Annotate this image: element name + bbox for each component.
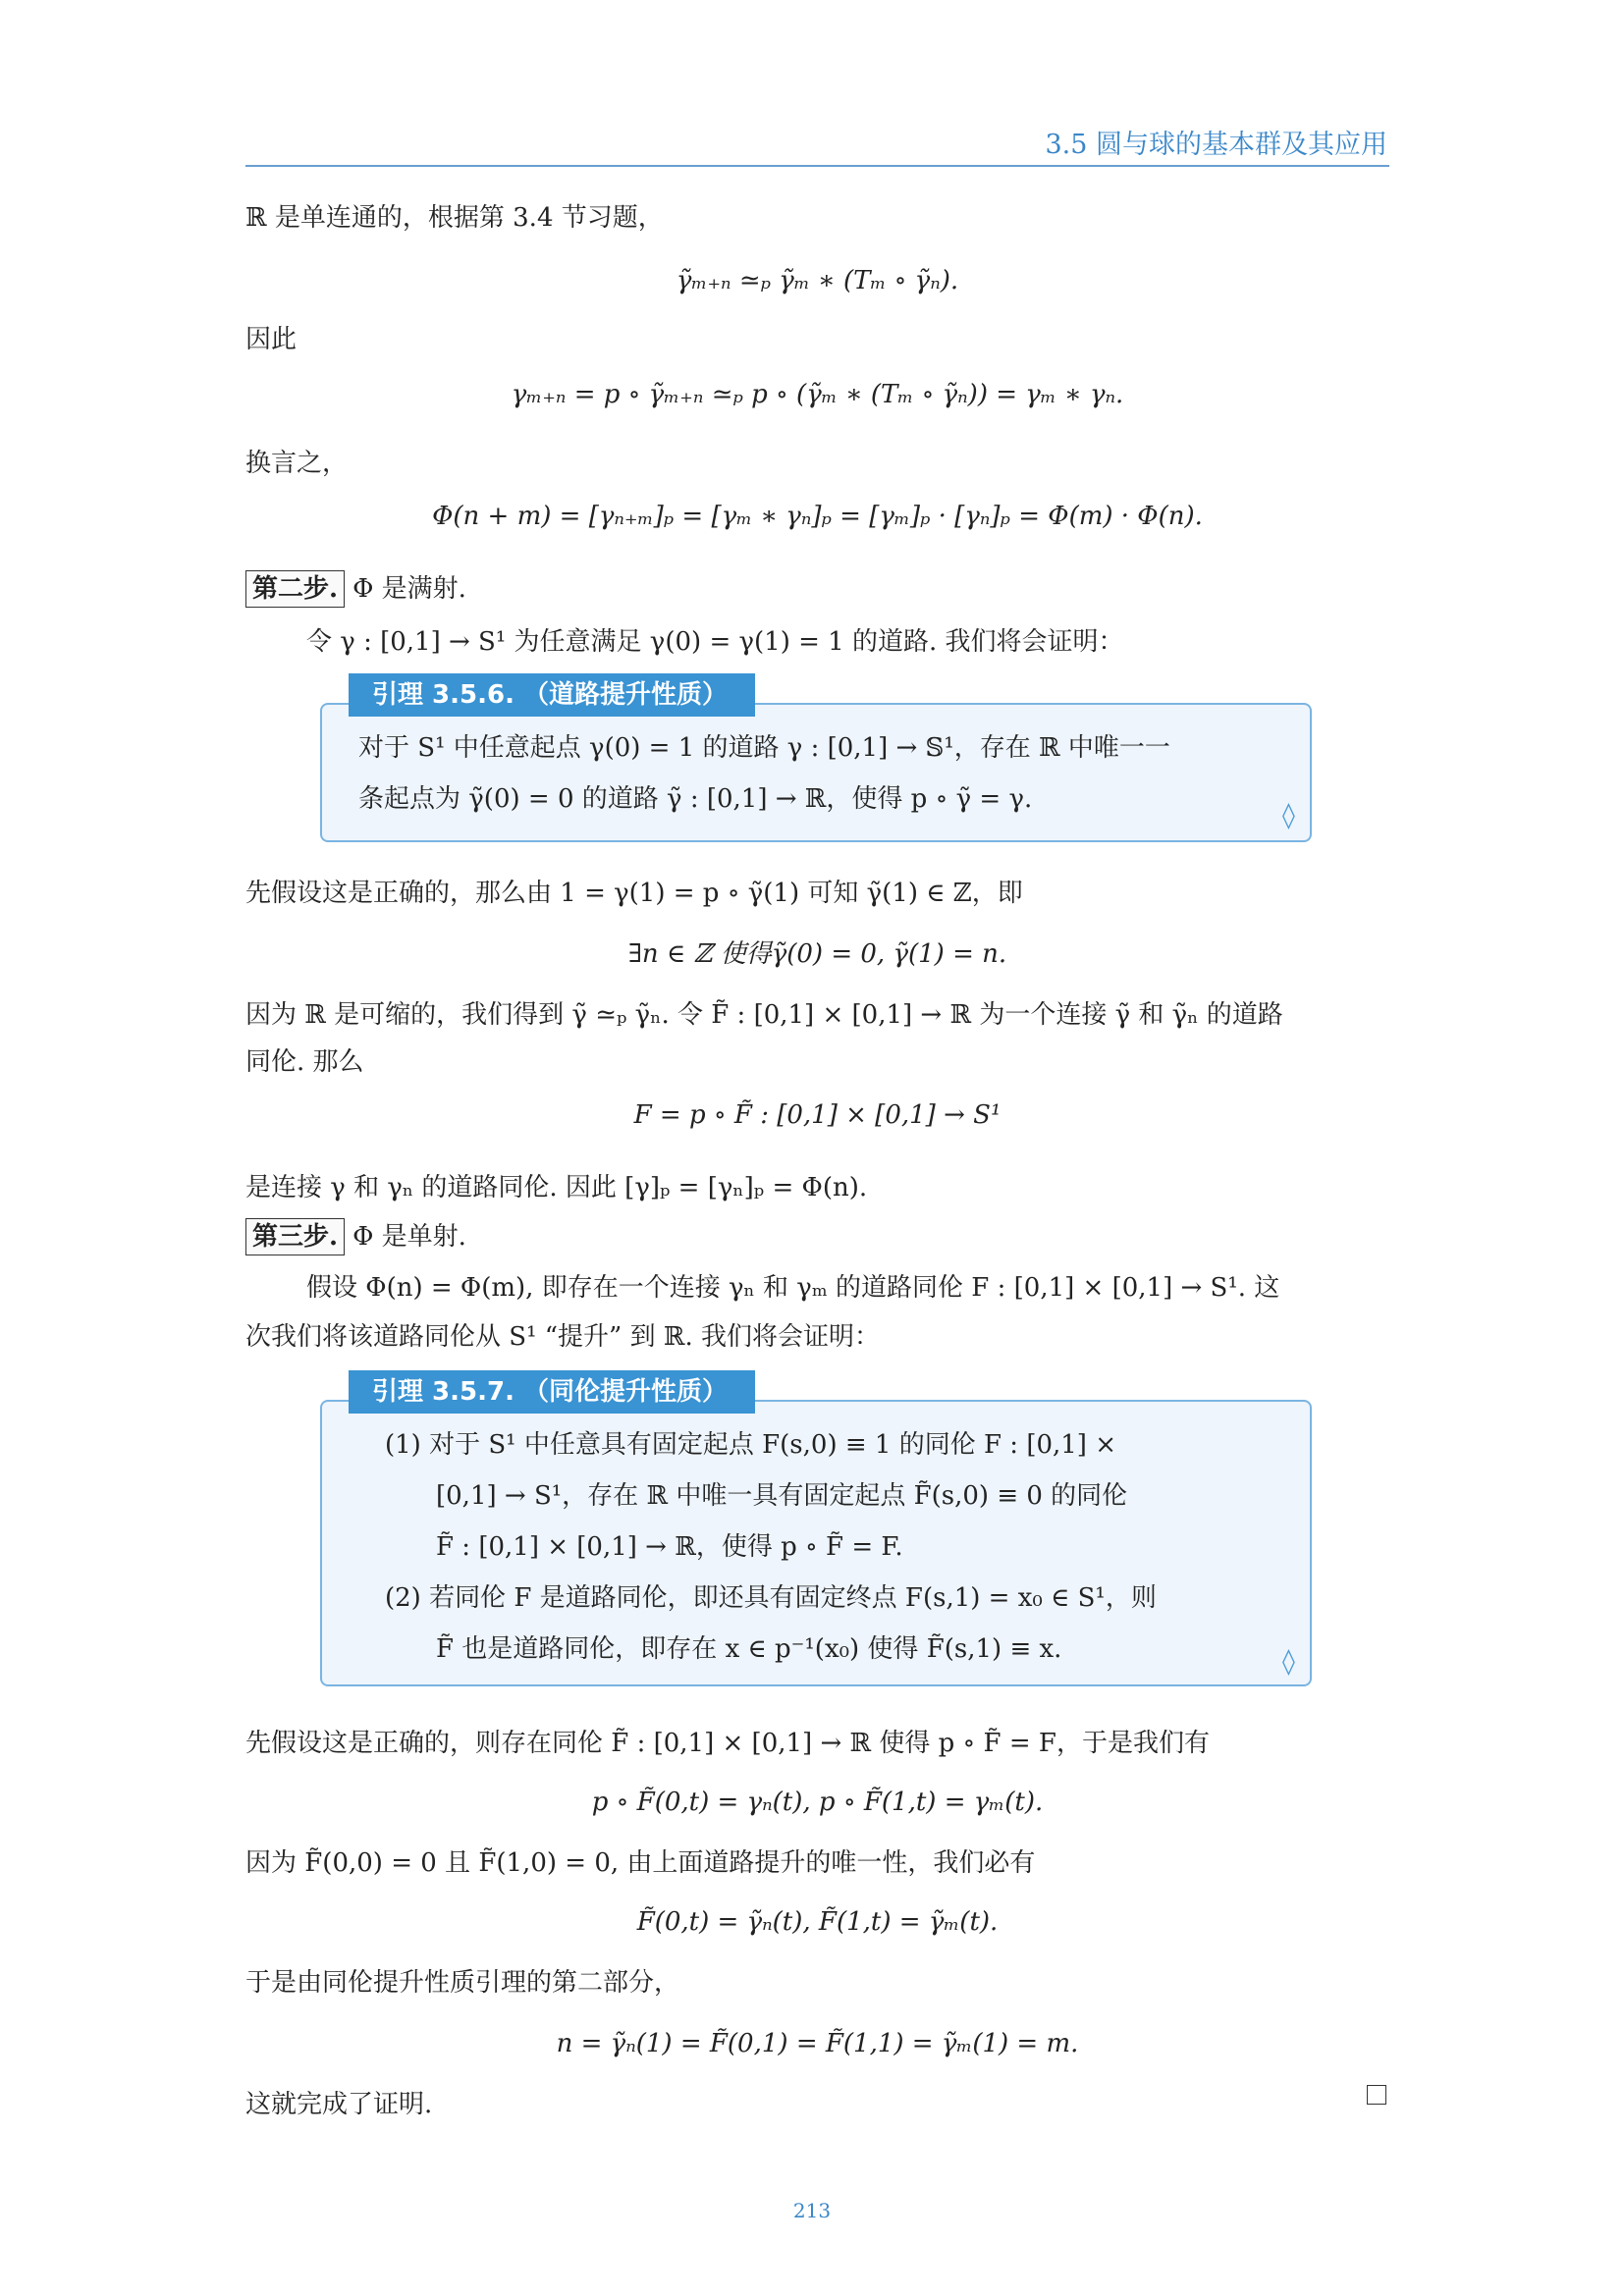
- step-text: Φ 是满射.: [352, 574, 466, 604]
- running-header: [245, 126, 1389, 167]
- equation: Φ(n + m) = [γₙ₊ₘ]ₚ = [γₘ ∗ γₙ]ₚ = [γₘ]ₚ · [γₙ]ₚ = Φ(m) · Φ(n).: [432, 502, 1203, 531]
- paragraph: 是连接 γ 和 γₙ 的道路同伦. 因此 [γ]ₚ = [γₙ]ₚ = Φ(n).: [245, 1173, 868, 1202]
- lemma-line: (1) 对于 S¹ 中任意具有固定起点 F(s,0) ≡ 1 的同伦 F : [0,1] ×: [385, 1430, 1116, 1460]
- lemma-end-icon: ◊: [1282, 1647, 1295, 1677]
- equation: γ̃ₘ₊ₙ ≃ₚ γ̃ₘ ∗ (Tₘ ∘ γ̃ₙ).: [676, 266, 959, 295]
- step-label: 第二步.: [245, 570, 345, 608]
- paragraph: ℝ 是单连通的，根据第 3.4 节习题，: [245, 203, 664, 233]
- equation: n = γ̃ₙ(1) = F̃(0,1) = F̃(1,1) = γ̃ₘ(1) = m.: [556, 2029, 1079, 2058]
- paragraph: 先假设这是正确的，则存在同伦 F̃ : [0,1] × [0,1] → ℝ 使得 p ∘ F̃ = F，于是我们有: [245, 1729, 1210, 1758]
- paragraph: 因为 F̃(0,0) = 0 且 F̃(1,0) = 0, 由上面道路提升的唯一性，我们必有: [245, 1848, 1036, 1878]
- lemma-line: F̃ 也是道路同伦，即存在 x ∈ p⁻¹(x₀) 使得 F̃(s,1) ≡ x.: [436, 1634, 1062, 1664]
- step-three: [245, 1213, 1389, 1260]
- paragraph: 于是由同伦提升性质引理的第二部分，: [245, 1968, 680, 1998]
- paragraph: 因此: [245, 325, 298, 354]
- paragraph: 这就完成了证明.: [245, 2090, 433, 2119]
- step-two: [245, 565, 1389, 613]
- paragraph: 换言之，: [245, 449, 349, 478]
- lemma-title: 引理 3.5.7. （同伦提升性质）: [349, 1370, 755, 1414]
- lemma-end-icon: ◊: [1282, 801, 1295, 830]
- page-number: 213: [792, 2199, 832, 2222]
- paragraph: 同伦. 那么: [245, 1047, 364, 1077]
- lemma-line: F̃ : [0,1] × [0,1] → ℝ，使得 p ∘ F̃ = F.: [436, 1532, 903, 1562]
- step-text: Φ 是单射.: [352, 1222, 466, 1252]
- equation: p ∘ F̃(0,t) = γₙ(t), p ∘ F̃(1,t) = γₘ(t).: [591, 1788, 1044, 1817]
- lemma-body: [358, 722, 1286, 825]
- lemma-title: 引理 3.5.6. （道路提升性质）: [349, 673, 755, 717]
- lemma-line: (2) 若同伦 F 是道路同伦，即还具有固定终点 F(s,1) = x₀ ∈ S¹，则: [385, 1583, 1157, 1613]
- lemma-line: [0,1] → S¹，存在 ℝ 中唯一具有固定起点 F̃(s,0) ≡ 0 的同伦: [436, 1481, 1128, 1511]
- paragraph: 假设 Φ(n) = Φ(m), 即存在一个连接 γₙ 和 γₘ 的道路同伦 F : [0,1] × [0,1] → S¹. 这: [306, 1273, 1280, 1303]
- lemma-line: 对于 S¹ 中任意起点 γ(0) = 1 的道路 γ : [0,1] → 𝕊¹，存在 ℝ 中唯一一: [358, 733, 1170, 763]
- equation: γₘ₊ₙ = p ∘ γ̃ₘ₊ₙ ≃ₚ p ∘ (γ̃ₘ ∗ (Tₘ ∘ γ̃ₙ)) = γₘ ∗ γₙ.: [511, 380, 1124, 409]
- step-label: 第三步.: [245, 1218, 345, 1255]
- paragraph: 先假设这是正确的，那么由 1 = γ(1) = p ∘ γ̃(1) 可知 γ̃(1) ∈ ℤ，即: [245, 879, 1023, 908]
- lemma-body: [385, 1419, 1278, 1675]
- section-title: 3.5 圆与球的基本群及其应用: [1045, 130, 1387, 160]
- qed-icon: [1367, 2085, 1386, 2105]
- equation: F̃(0,t) = γ̃ₙ(t), F̃(1,t) = γ̃ₘ(t).: [636, 1907, 999, 1937]
- equation: F = p ∘ F̃ : [0,1] × [0,1] → S¹: [633, 1100, 1001, 1130]
- paragraph: 令 γ : [0,1] → S¹ 为任意满足 γ(0) = γ(1) = 1 的道路. 我们将会证明：: [306, 627, 1124, 657]
- paragraph: 因为 ℝ 是可缩的，我们得到 γ̃ ≃ₚ γ̃ₙ. 令 F̃ : [0,1] × [0,1] → ℝ 为一个连接 γ̃ 和 γ̃ₙ 的道路: [245, 1000, 1283, 1030]
- paragraph: 次我们将该道路同伦从 S¹ “提升” 到 ℝ. 我们将会证明：: [245, 1322, 881, 1352]
- lemma-line: 条起点为 γ̃(0) = 0 的道路 γ̃ : [0,1] → ℝ，使得 p ∘ γ̃ = γ.: [358, 784, 1033, 814]
- equation: ∃n ∈ ℤ 使得γ̃(0) = 0, γ̃(1) = n.: [627, 939, 1007, 969]
